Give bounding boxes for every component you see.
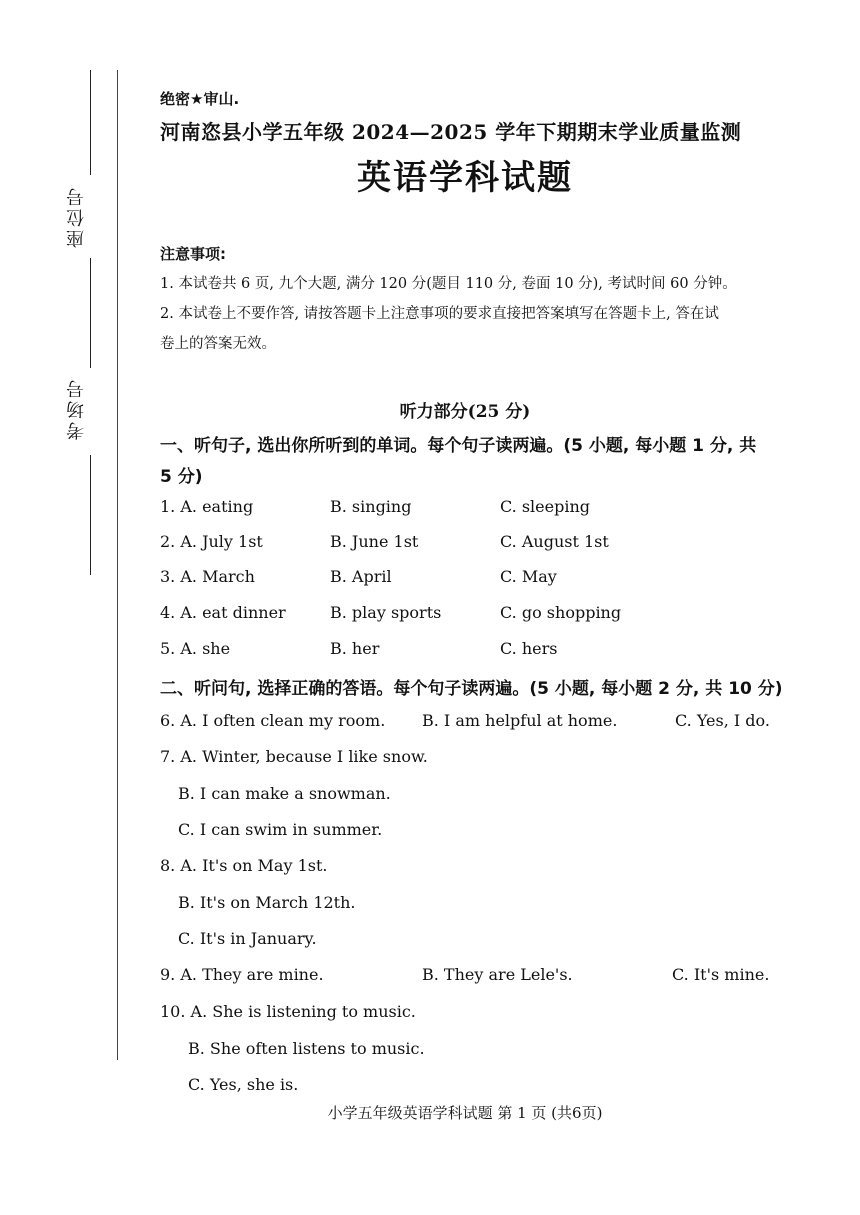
exam-room-label: 考场号 [66, 377, 87, 440]
secret-mark: 绝密★审山. [160, 90, 240, 108]
option-a: 4. A. eat dinner [160, 603, 286, 622]
option-b: B. It's on March 12th. [178, 893, 356, 912]
option-b: B. I am helpful at home. [422, 711, 618, 730]
option-a: 6. A. I often clean my room. [160, 711, 386, 730]
option-a: 10. A. She is listening to music. [160, 1002, 416, 1021]
option-b: B. June 1st [330, 532, 419, 551]
option-a: 8. A. It's on May 1st. [160, 856, 328, 875]
option-c: C. It's mine. [672, 965, 770, 984]
option-c: C. I can swim in summer. [178, 820, 383, 839]
option-c: C. go shopping [500, 603, 622, 622]
option-b: B. I can make a snowman. [178, 784, 391, 803]
margin-rule [90, 258, 91, 368]
option-b: B. They are Lele's. [422, 965, 573, 984]
exam-title: 英语学科试题 [357, 158, 573, 198]
binding-line [117, 70, 118, 1060]
option-c: C. hers [500, 639, 558, 658]
option-b: B. her [330, 639, 380, 658]
page-footer: 小学五年级英语学科试题 第 1 页 (共6页) [327, 1104, 603, 1122]
option-a: 2. A. July 1st [160, 532, 263, 551]
option-c: C. It's in January. [178, 929, 317, 948]
option-c: C. May [500, 567, 557, 586]
part2-heading: 二、听问句, 选择正确的答语。每个句子读两遍。(5 小题, 每小题 2 分, 共 10 分) [160, 679, 783, 699]
option-c: C. Yes, I do. [675, 711, 770, 730]
option-c: C. Yes, she is. [188, 1075, 299, 1094]
option-b: B. April [330, 567, 392, 586]
option-b: B. She often listens to music. [188, 1039, 425, 1058]
option-a: 9. A. They are mine. [160, 965, 324, 984]
option-b: B. play sports [330, 603, 442, 622]
note-item-1: 1. 本试卷共 6 页, 九个大题, 满分 120 分(题目 110 分, 卷面 10 分), 考试时间 60 分钟。 [160, 276, 737, 292]
margin-rule [90, 455, 91, 575]
note-item-2-cont: 卷上的答案无效。 [160, 336, 276, 352]
option-b: B. singing [330, 497, 412, 516]
part1-heading-cont: 5 分) [160, 467, 203, 487]
note-item-2: 2. 本试卷上不要作答, 请按答题卡上注意事项的要求直接把答案填写在答题卡上, 答在试 [160, 306, 719, 322]
option-a: 1. A. eating [160, 497, 254, 516]
option-a: 3. A. March [160, 567, 255, 586]
option-a: 7. A. Winter, because I like snow. [160, 747, 428, 766]
part1-heading: 一、听句子, 选出你所听到的单词。每个句子读两遍。(5 小题, 每小题 1 分, 共 [160, 436, 757, 456]
option-a: 5. A. she [160, 639, 231, 658]
exam-subtitle: 河南恣县小学五年级 2024—2025 学年下期期末学业质量监测 [160, 120, 742, 144]
notes-heading: 注意事项: [160, 245, 226, 263]
option-c: C. August 1st [500, 532, 609, 551]
section-title: 听力部分(25 分) [399, 402, 531, 422]
seat-number-label: 座位号 [66, 185, 87, 248]
option-c: C. sleeping [500, 497, 591, 516]
